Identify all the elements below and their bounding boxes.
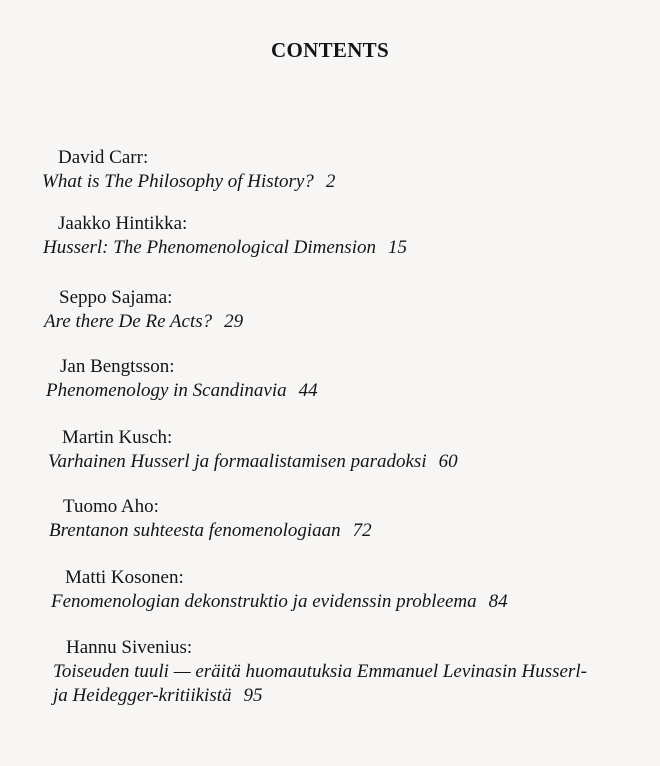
entry-title-text: ja Heidegger-kritiikistä xyxy=(53,685,232,706)
entry-page-number: 29 xyxy=(224,311,244,332)
toc-entry xyxy=(43,212,407,260)
entry-page-number: 44 xyxy=(298,380,318,401)
entry-page-number: 72 xyxy=(352,520,372,541)
entry-author: Martin Kusch: xyxy=(62,427,173,448)
entry-title-text: Phenomenology in Scandinavia xyxy=(46,380,287,401)
entry-page-number: 15 xyxy=(387,237,407,258)
entry-author: David Carr: xyxy=(58,147,149,168)
entry-title xyxy=(44,310,243,334)
entry-page-number: 95 xyxy=(243,685,263,706)
entry-title-text: What is The Philosophy of History? xyxy=(42,171,314,192)
entry-title xyxy=(51,590,508,614)
toc-entry xyxy=(49,495,372,543)
entry-page-number: 60 xyxy=(438,451,458,472)
entry-title xyxy=(48,450,458,474)
entry-author: Jan Bengtsson: xyxy=(60,356,175,377)
entry-author: Tuomo Aho: xyxy=(63,496,159,517)
entry-title xyxy=(43,236,407,260)
entry-title-continued xyxy=(53,684,587,708)
toc-entry xyxy=(48,426,458,474)
entry-page-number: 84 xyxy=(488,591,508,612)
entry-title-text: Husserl: The Phenomenological Dimension xyxy=(43,237,376,258)
entry-title xyxy=(42,170,335,194)
entry-author: Seppo Sajama: xyxy=(59,287,173,308)
entry-title-text: Are there De Re Acts? xyxy=(44,311,213,332)
toc-entry xyxy=(51,566,508,614)
toc-entry xyxy=(46,355,318,403)
entry-title-text: Toiseuden tuuli — eräitä huomautuksia Emmanuel Levinasin Husserl- xyxy=(53,661,587,682)
page-title: CONTENTS xyxy=(271,38,389,62)
entry-author: Matti Kosonen: xyxy=(65,567,184,588)
entry-title xyxy=(53,660,587,684)
toc-entry xyxy=(44,286,244,334)
entry-title-text: Fenomenologian dekonstruktio ja evidenssin probleema xyxy=(51,591,477,612)
entry-title-text: Varhainen Husserl ja formaalistamisen paradoksi xyxy=(48,451,427,472)
entry-title xyxy=(46,379,318,403)
toc-entry xyxy=(53,636,587,708)
entry-author: Hannu Sivenius: xyxy=(66,637,193,658)
entry-page-number: 2 xyxy=(325,171,336,192)
entry-title-text: Brentanon suhteesta fenomenologiaan xyxy=(49,520,341,541)
entry-author: Jaakko Hintikka: xyxy=(58,213,188,234)
toc-entry xyxy=(42,146,336,194)
entry-title xyxy=(49,519,372,543)
